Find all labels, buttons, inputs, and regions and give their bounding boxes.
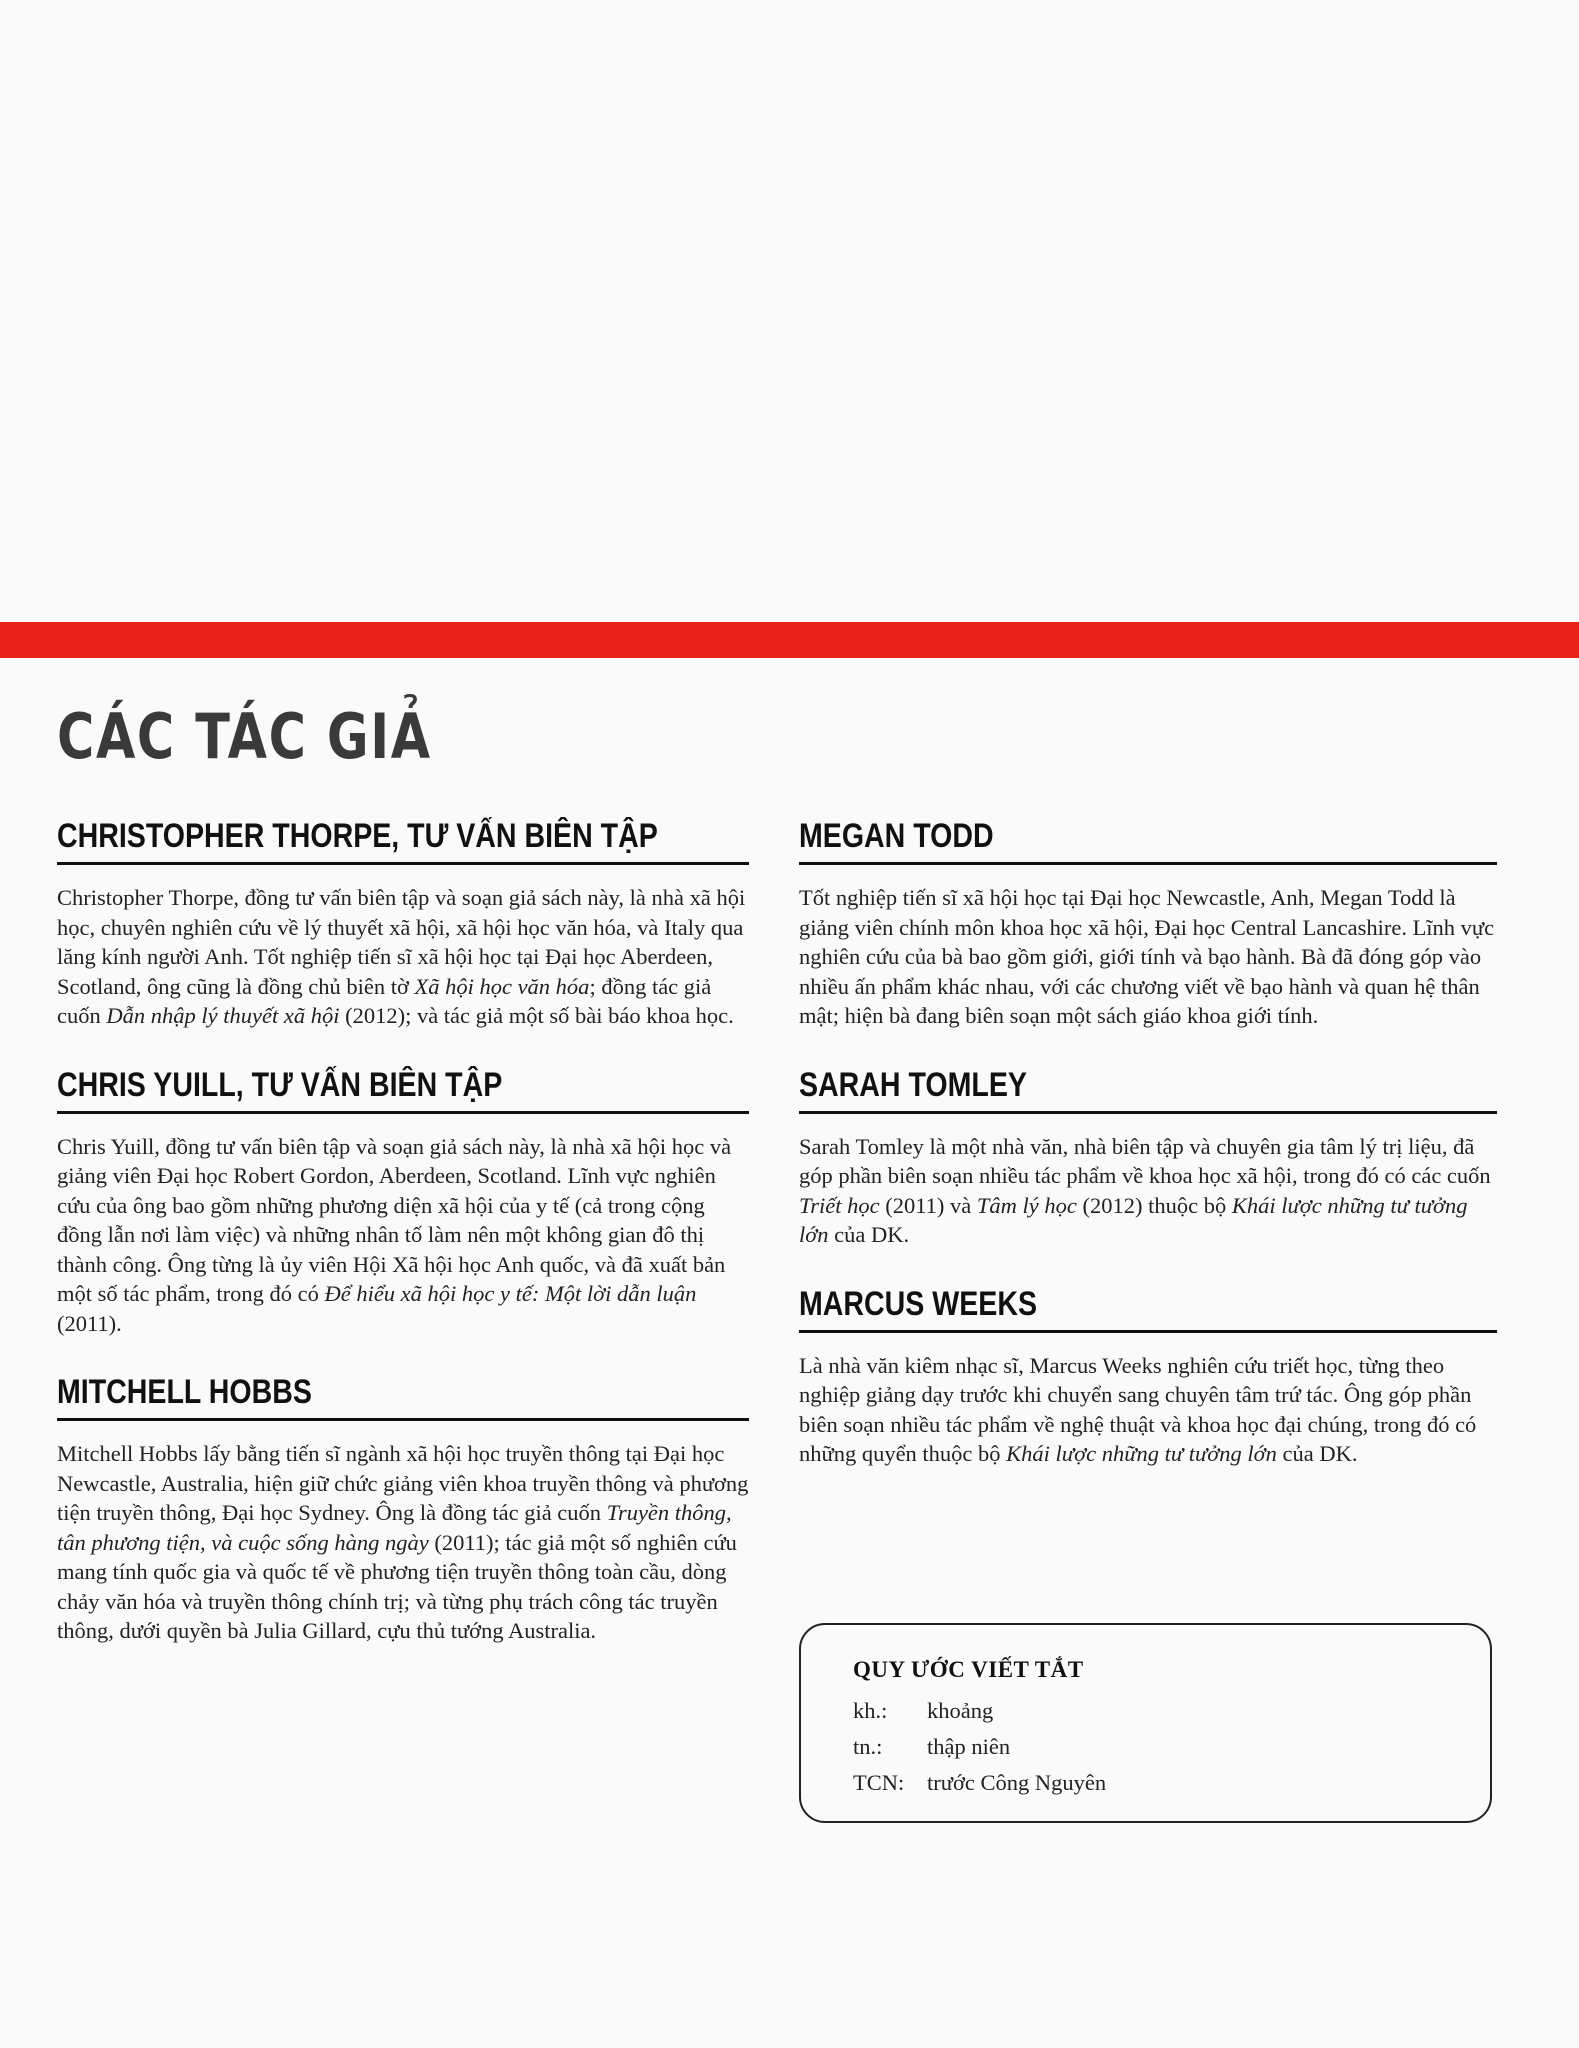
page-title: CÁC TÁC GIẢ (57, 700, 432, 773)
bio-text: (2011); tác giả một số nghiên cứu mang tính quốc gia và quốc tế về phương tiện truyền thông toàn cầu, dòng chảy văn hóa và truyền thông chính trị; và từng phụ trách công tác truyền thông, dưới quyền bà Julia Gillard, cựu thủ tướng Australia. (57, 1529, 737, 1643)
abbreviation-title: QUY ƯỚC VIẾT TẮT (853, 1657, 1084, 1682)
author-bio (57, 883, 749, 1031)
bio-text: của DK. (1276, 1441, 1358, 1466)
bio-text: (2011) và (879, 1192, 977, 1218)
author-name: CHRIS YUILL, TƯ VẤN BIÊN TẬP (57, 1065, 503, 1104)
abbreviation-row (853, 1729, 1490, 1765)
bio-text: (2012); và tác giả một số bài báo khoa học. (339, 1003, 734, 1028)
abbreviation-value: trước Công Nguyên (927, 1770, 1107, 1795)
bio-text: của DK. (828, 1222, 910, 1247)
author-section-mitchell-hobbs (57, 1368, 749, 1646)
heading-rule (57, 1418, 749, 1421)
heading-rule (799, 1330, 1497, 1333)
abbreviation-key: TCN: (853, 1770, 905, 1795)
abbreviation-value: khoảng (927, 1698, 994, 1723)
bio-text: Mitchell Hobbs lấy bằng tiến sĩ ngành xã hội học truyền thông tại Đại học Newcastle, Australia, hiện giữ chức giảng viên khoa truyền thông và phương tiện truyền thông, Đại học Sydney. Ông là đồng tác giả cuốn (57, 1441, 749, 1525)
author-section-chris-yuill (57, 1061, 749, 1339)
author-section-christopher-thorpe (57, 812, 749, 1031)
abbreviation-box (799, 1623, 1492, 1823)
bio-text: (2012) thuộc bộ (1076, 1192, 1232, 1218)
heading-rule (799, 862, 1497, 865)
book-title: Xã hội học văn hóa (414, 973, 590, 999)
heading-rule (57, 1111, 749, 1114)
red-accent-band (0, 622, 1579, 658)
right-column (799, 812, 1497, 1499)
author-name: MITCHELL HOBBS (57, 1373, 312, 1411)
bio-text: (2011). (57, 1310, 122, 1336)
author-name: MARCUS WEEKS (799, 1284, 1038, 1323)
author-section-sarah-tomley (799, 1061, 1497, 1250)
book-title: Dẫn nhập lý thuyết xã hội (106, 1003, 340, 1028)
book-title: Khái lược những tư tưởng lớn (799, 1192, 1468, 1247)
book-title: Tâm lý học (976, 1192, 1077, 1218)
author-bio (57, 1439, 749, 1646)
abbreviation-key: kh.: (853, 1698, 888, 1723)
author-bio (57, 1132, 749, 1339)
book-title: Khái lược những tư tưởng lớn (1006, 1441, 1277, 1466)
author-bio (799, 1351, 1497, 1469)
author-name: SARAH TOMLEY (799, 1065, 1027, 1104)
author-bio (799, 883, 1497, 1031)
heading-rule (57, 862, 749, 865)
heading-rule (799, 1111, 1497, 1114)
bio-text: Là nhà văn kiêm nhạc sĩ, Marcus Weeks nghiên cứu triết học, từng theo nghiệp giảng dạy trước khi chuyển sang chuyên tâm trứ tác. Ông góp phần biên soạn nhiều tác phẩm về nghệ thuật và khoa học đại chúng, trong đó có những quyển thuộc bộ (799, 1352, 1477, 1466)
abbreviation-row (853, 1693, 1490, 1729)
left-column (57, 812, 749, 1676)
author-section-marcus-weeks (799, 1280, 1497, 1469)
bio-text: ; đồng tác giả cuốn (57, 973, 712, 1028)
book-title: Truyền thông, tân phương tiện, và cuộc sống hàng ngày (57, 1500, 732, 1555)
author-name: CHRISTOPHER THORPE, TƯ VẤN BIÊN TẬP (57, 817, 658, 855)
author-section-megan-todd (799, 812, 1497, 1031)
author-name: MEGAN TODD (799, 817, 994, 855)
abbreviation-value: thập niên (927, 1734, 1011, 1759)
abbreviation-key: tn.: (853, 1734, 883, 1759)
book-title: Để hiểu xã hội học y tế: Một lời dẫn luận (324, 1281, 697, 1306)
abbreviation-row (853, 1765, 1490, 1801)
author-bio (799, 1132, 1497, 1250)
book-title: Triết học (799, 1192, 880, 1218)
bio-text: Chris Yuill, đồng tư vấn biên tập và soạn giả sách này, là nhà xã hội học và giảng viên Đại học Robert Gordon, Aberdeen, Scotland. Lĩnh vực nghiên cứu của ông bao gồm những phương diện xã hội của y tế (cả trong cộng đồng lẫn nơi làm việc) và những nhân tố làm nên một không gian đô thị thành công. Ông từng là ủy viên Hội Xã hội học Anh quốc, và đã xuất bản một số tác phẩm, trong đó có (57, 1133, 732, 1306)
bio-text: Christopher Thorpe, đồng tư vấn biên tập và soạn giả sách này, là nhà xã hội học, chuyên nghiên cứu về lý thuyết xã hội, xã hội học văn hóa, và Italy qua lăng kính người Anh. Tốt nghiệp tiến sĩ xã hội học tại Đại học Aberdeen, Scotland, ông cũng là đồng chủ biên tờ (57, 885, 746, 999)
bio-text: Tốt nghiệp tiến sĩ xã hội học tại Đại học Newcastle, Anh, Megan Todd là giảng viên chính môn khoa học xã hội, Đại học Central Lancashire. Lĩnh vực nghiên cứu của bà bao gồm giới, giới tính và bạo hành. Bà đã đóng góp vào nhiều ấn phẩm khác nhau, với các chương viết về bạo hành và quan hệ thân mật; hiện bà đang biên soạn một sách giáo khoa giới tính. (799, 885, 1495, 1028)
bio-text: Sarah Tomley là một nhà văn, nhà biên tập và chuyên gia tâm lý trị liệu, đã góp phần biên soạn nhiều tác phẩm về khoa học xã hội, trong đó có các cuốn (799, 1133, 1491, 1188)
